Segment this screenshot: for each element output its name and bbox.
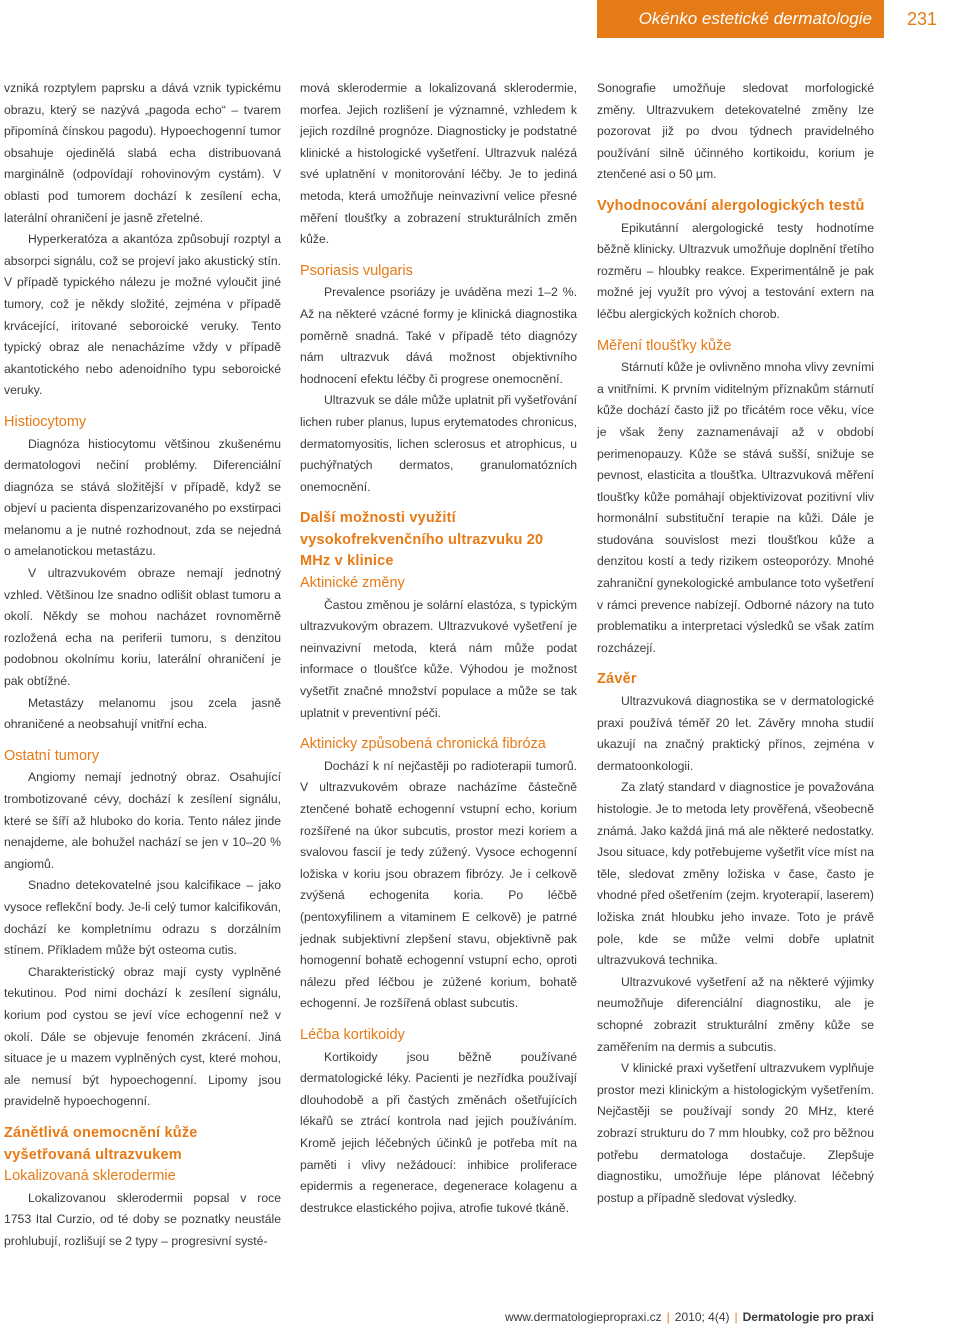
paragraph: Lokalizovanou sklerodermii popsal v roce 1753 Ital Curzio, od té doby se poznatky neustále prohlubují, rozlišují se 2 typy – progresivní systé-: [4, 1190, 281, 1248]
section-title: Okénko estetické dermatologie: [638, 9, 872, 28]
footer-journal: Dermatologie pro praxi: [742, 1310, 874, 1324]
paragraph: Epikutánní alergologické testy hodnotíme běžně klinicky. Ultrazvuk umožňuje doplnění třetího rozměru – hloubky reakce. Experimentálně je pak možné jej využít pro vývoj a testování extern na léčbu alergických kožních chorob.: [597, 220, 874, 321]
column-1: [4, 78, 281, 1252]
page-footer: www.dermatologiepropraxi.cz | 2010; 4(4) | Dermatologie pro praxi: [504, 1310, 874, 1324]
paragraph: Ultrazvuková diagnostika se v dermatologické praxi používá téměř 20 let. Závěry mnoha studií ukazují na značný praktický přínos, zejména v dermatoonkologii.: [597, 694, 874, 773]
paragraph: Metastázy melanomu jsou zcela jasně ohraničené a neobsahují vnitřní echa.: [4, 695, 281, 732]
heading-zanetliva-onemocneni: Zánětlivá onemocnění kůže vyšetřovaná ultrazvukem: [4, 1124, 198, 1163]
column-3: [597, 78, 874, 1209]
paragraph: vzniká rozptylem paprsku a dává vznik typickému obrazu, který se nazývá „pagoda echo“ – tvarem připomíná čínskou pagodu). Hypoechogenní tumor obsahuje ojedinělá slabá echa distribuovaná marginálně (odpovídají rohovinovým cystám). V oblasti pod tumorem dochází k zesílení echa, laterální ohraničení je jasně zřetelné.: [4, 81, 281, 225]
page-header: [597, 0, 960, 38]
heading-vyhodnocovani: Vyhodnocování alergologických testů: [597, 197, 865, 214]
paragraph: Hyperkeratóza a akantóza způsobují rozptyl a absorpci signálu, což se projeví jako akustický stín. V případě typického nálezu je možné vyloučit jiné tumory, což je někdy složité, zejména v případě krvácející, iritované seboroické veruky. Tento typický obraz ale nenacházíme vždy v případě akantotického nebo adenoidního typu seboroické veruky.: [4, 232, 281, 398]
paragraph: Častou změnou je solární elastóza, s typickým ultrazvukovým obrazem. Ultrazvukové vyšetření je neinvazivní metoda, která nám může podat informace o tloušťce kůže. Výhodou je možnost vyšetřit značné množství populace a může se tak uplatnit v preventivní péči.: [300, 597, 577, 720]
paragraph: Za zlatý standard v diagnostice je považována histologie. Je to metoda lety prověřená, všeobecně známá. Jako každá jiná má ale některé nedostatky. Jsou situace, kdy potřebujeme vyšetřit více míst na těle, sledovat změny ložiska v čase, často je vhodné před ošetřením (zejm. kryoterapií, laserem) ložiska znát hloubku jeho invaze. Toto je právě pole, kde se může velmi dobře uplatnit ultrazvuková technika.: [597, 780, 874, 968]
paragraph: Sonografie umožňuje sledovat morfologické změny. Ultrazvukem detekovatelné změny lze pozorovat již po dvou týdnech pravidelného používání silně účinného kortikoidu, korium je ztenčené asi o 50 µm.: [597, 81, 874, 182]
heading-lecba-kortikoidy: Léčba kortikoidy: [300, 1026, 405, 1043]
paragraph: Kortikoidy jsou běžně používané dermatologické léky. Pacienti je nezřídka používají dlouhodobě a při častých změnách ošetřujících lékařů se ztrácí kontrola nad jejich používáním. Kromě jejich léčebných účinků je potřeba mít na paměti i vlivy nežádoucí: inhibice proliferace epidermis a regenerace, degenerace kolagenu a destrukce elastického pojiva, atrofie tukové tkáně.: [300, 1049, 577, 1215]
heading-ostatni-tumory: Ostatní tumory: [4, 747, 100, 764]
heading-aktinicke-zmeny: Aktinické změny: [300, 575, 405, 592]
paragraph: V ultrazvukovém obraze nemají jednotný vzhled. Většinou lze snadno odlišit oblast tumoru a okolí. Někdy se mohou nacházet rovnoměrně rozložená echa na periferii tumoru, s denzitou podobnou okolnímu koriu, laterální ohraničení je pak obtížné.: [4, 566, 281, 689]
paragraph: Ultrazvuk se dále může uplatnit při vyšetřování lichen ruber planus, lupus erytematodes chronicus, dermatomyositis, lichen sclerosus et atrophicus, u puchýřnatých dermatos, granulomatózních onemocnění.: [300, 393, 577, 494]
heading-histiocytomy: Histiocytomy: [4, 413, 87, 430]
heading-dalsi-moznosti: Další možnosti využití vysokofrekvenčního ultrazvuku 20 MHz v klinice: [300, 510, 544, 570]
paragraph: Angiomy nemají jednotný obraz. Osahující trombotizované cévy, dochází k zesílení signálu, které se šíří až hluboko do koria. Tento nález jinde nenajdeme, ale bohužel nachází se jen v 10–20 % angiomů.: [4, 770, 281, 871]
footer-url[interactable]: www.dermatologiepropraxi.cz: [504, 1310, 662, 1324]
paragraph: Charakteristický obraz mají cysty vyplněné tekutinou. Pod nimi dochází k zesílení signálu, korium pod cystou se jeví více echogenní než v okolí. Dále se objevuje fenomén zkrácení. Jiná situace je u mazem vyplněných cyst, které mohou, ale nemusí být hypoechogenní. Lipomy jsou pravidelně hypoechogenní.: [4, 964, 281, 1109]
paragraph: Stárnutí kůže je ovlivněno mnoha vlivy zevními a vnitřními. K prvním viditelným příznakům stárnutí kůže dochází často již po třicátém roce věku, více je však ženy zaznamenávají až v období perimenopauzy. Kůže se stává sušší, snižuje se pevnost, elasticita a tloušťka. Ultrazvuková měření tloušťky kůže pomáhají objektivizovat pozitivní vliv hormonální substituční terapie na kůži. Dále je studována souvislost mezi tloušťkou kůže a denzitou kostí a tedy rizikem osteoporózy. Mnohé zahraniční gynekologické ambulance toto vyšetření v rámci prevence nabízejí. Odborné názory na tuto problematiku a interpretaci výsledků se však zatím rozcházejí.: [597, 360, 874, 655]
paragraph: Prevalence psoriázy je uváděna mezi 1–2 %. Až na některé vzácné formy je klinická diagnostika poměrně snadná. Také v případě této diagnózy nám ultrazvuk dává možnost objektivního hodnocení efektu léčby či progrese onemocnění.: [300, 285, 577, 386]
heading-mereni-tloustky: Měření tloušťky kůže: [597, 337, 732, 354]
paragraph: Ultrazvukové vyšetření až na některé výjimky neumožňuje diferenciální diagnostiku, ale je schopné zobrazit strukturální změny kůže se zaměřením na dermis a subcutis.: [597, 974, 874, 1054]
heading-zaver: Závěr: [597, 671, 637, 688]
paragraph: Dochází k ní nejčastěji po radioterapii tumorů. V ultrazvukovém obraze nacházíme částečně ztenčené bohatě echogenní vstupní echo, korium rozšířené na úkor subcutis, prostor mezi koriem a svalovou fascií je tedy zúžený. Vysoce echogenní ložiska v koriu jsou obrazem fibrózy. Je i celkově zvýšená echogenita koria. Po léčbě (pentoxyfilinem a vitaminem E celkově) je patrné jednak subjektivní zlepšení stavu, objektivně pak homogenní bohatě echogenní vstupní echo, oproti nálezu před léčbou je zúžené korium, bohatě echogenní. Je rozšířená oblast subcutis.: [300, 758, 577, 1011]
page-number: 231: [884, 0, 960, 38]
paragraph: V klinické praxi vyšetření ultrazvukem vyplňuje prostor mezi klinickým a histologickým vyšetřením. Nejčastěji se používají sondy 20 MHz, které zobrazí strukturu do 7 mm hloubky, což pro běžnou potřebu dermatologa dostačuje. Zlepšuje diagnostiku, umožňuje lépe plánovat léčebný postup a případně sledovat výsledky.: [597, 1061, 874, 1205]
paragraph: mová sklerodermie a lokalizovaná sklerodermie, morfea. Jejich rozlišení je významné, vzhledem k jejich rozdílné prognóze. Diagnosticky je podstatné klinické a histologické vyšetření. Ultrazvuk nalézá své uplatnění v monitorování léčby. Je to jediná metoda, která umožňuje neinvazivní velice přesné měření tloušťky a zobrazení strukturálních změn kůže.: [300, 81, 577, 247]
heading-lokalizovana-sklerodermie: Lokalizovaná sklerodermie: [4, 1168, 176, 1185]
heading-psoriasis: Psoriasis vulgaris: [300, 262, 413, 279]
paragraph: Snadno detekovatelné jsou kalcifikace – jako vysoce reflekční body. Je-li celý tumor kalcifikován, dochází ke kompletnímu odrazu s dorzálním stínem. Příkladem může být osteoma cutis.: [4, 878, 281, 958]
footer-issue: 2010; 4(4): [674, 1310, 730, 1324]
column-2: [300, 78, 577, 1219]
paragraph: Diagnóza histiocytomu většinou zkušenému dermatologovi nečiní problémy. Diferenciální diagnóza se stává složitější v případě, když se objeví u pacienta dispenzarizovaného po exstirpaci melanomu a je nutné rozhodnout, zda se nejedná o amelanotickou metastázu.: [4, 436, 281, 559]
heading-fibroza: Aktinicky způsobená chronická fibróza: [300, 736, 546, 753]
